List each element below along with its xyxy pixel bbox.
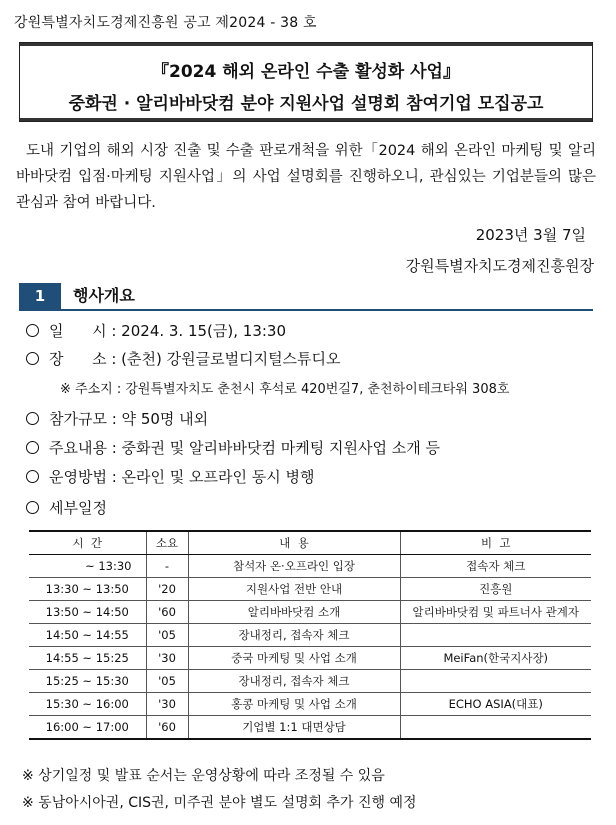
header-duration: 소요 — [146, 531, 188, 555]
cell-remarks — [400, 670, 591, 693]
title-line-2: 중화권 · 알리바바닷컴 분야 지원사업 설명회 참여기업 모집공고 — [68, 94, 544, 114]
cell-duration: '05 — [146, 670, 188, 693]
cell-time: 15:30 ~ 16:00 — [29, 693, 146, 716]
cell-remarks: ECHO ASIA(대표) — [400, 693, 591, 716]
circle-bullet-icon — [26, 324, 39, 337]
table-row — [29, 716, 591, 740]
overview-label: 참가규모 — [49, 410, 107, 428]
cell-time: 13:30 ~ 13:50 — [29, 578, 146, 601]
cell-remarks — [400, 716, 591, 740]
overview-item-date — [26, 320, 286, 341]
cell-remarks: 접속자 체크 — [400, 555, 591, 578]
cell-content: 홍콩 마케팅 및 사업 소개 — [188, 693, 400, 716]
header-remarks: 비 고 — [400, 531, 591, 555]
issuing-organization: 강원특별자치도경제진흥원장 — [405, 257, 594, 275]
cell-content: 장내정리, 접속자 체크 — [188, 670, 400, 693]
circle-bullet-icon — [26, 352, 39, 365]
cell-duration: '60 — [146, 716, 188, 740]
overview-label: 세부일정 — [49, 499, 107, 517]
table-row — [29, 693, 591, 716]
cell-duration: '60 — [146, 601, 188, 624]
overview-item-content — [26, 437, 440, 458]
section-number: 1 — [19, 283, 61, 309]
overview-item-venue — [26, 348, 341, 369]
overview-label: 일 시 — [49, 322, 107, 340]
footnote-schedule-change: ※ 상기일정 및 발표 순서는 운영상황에 따라 조정될 수 있음 — [22, 768, 385, 784]
overview-label: 장 소 — [49, 350, 107, 368]
cell-time: 16:00 ~ 17:00 — [29, 716, 146, 740]
overview-value: : 중화권 및 알리바바닷컴 마케팅 지원사업 소개 등 — [106, 439, 440, 457]
circle-bullet-icon — [26, 441, 39, 454]
overview-item-capacity — [26, 408, 208, 429]
title-box — [19, 42, 593, 122]
overview-value: : 약 50명 내외 — [106, 410, 209, 428]
table-row — [29, 555, 591, 578]
intro-paragraph: 도내 기업의 해외 시장 진출 및 수출 판로개척을 위한「2024 해외 온라인 마케팅 및 알리바바닷컴 입점·마케팅 지원사업」의 사업 설명회를 진행하오니, 관심있는 기업분들의 많은 관심과 참여 바랍니다. — [16, 143, 596, 211]
cell-remarks: 알리바바닷컴 및 파트너사 관계자 — [400, 601, 591, 624]
cell-time: 14:50 ~ 14:55 — [29, 624, 146, 647]
table-row — [29, 601, 591, 624]
cell-remarks: 진흥원 — [400, 578, 591, 601]
table-row — [29, 670, 591, 693]
cell-time: 15:25 ~ 15:30 — [29, 670, 146, 693]
footnote-additional-sessions: ※ 동남아시아권, CIS권, 미주권 분야 별도 설명회 추가 진행 예정 — [22, 795, 417, 811]
address-note: ※ 주소지 : 강원특별자치도 춘천시 후석로 420번길7, 춘천하이테크타워 308호 — [60, 382, 510, 397]
cell-duration: '30 — [146, 647, 188, 670]
cell-time: 14:55 ~ 15:25 — [29, 647, 146, 670]
cell-remarks: MeiFan(한국지사장) — [400, 647, 591, 670]
announcement-number: 강원특별자치도경제진흥원 공고 제2024 - 38 호 — [14, 15, 317, 31]
overview-item-operation — [26, 466, 315, 487]
cell-time: ~ 13:30 — [29, 555, 146, 578]
cell-content: 장내정리, 접속자 체크 — [188, 624, 400, 647]
title-line-1: 『2024 해외 온라인 수출 활성화 사업』 — [152, 62, 460, 82]
cell-content: 지원사업 전반 안내 — [188, 578, 400, 601]
cell-content: 참석자 온·오프라인 입장 — [188, 555, 400, 578]
cell-time: 13:50 ~ 14:50 — [29, 601, 146, 624]
table-row — [29, 578, 591, 601]
section-header — [19, 283, 593, 309]
cell-content: 기업별 1:1 대면상담 — [188, 716, 400, 740]
header-time: 시 간 — [29, 531, 146, 555]
circle-bullet-icon — [26, 501, 39, 514]
overview-value: : 온라인 및 오프라인 동시 병행 — [106, 468, 315, 486]
section-rule — [19, 309, 593, 311]
cell-duration: '30 — [146, 693, 188, 716]
table-row — [29, 624, 591, 647]
schedule-table — [29, 530, 591, 740]
overview-value: : (춘천) 강원글로벌디지털스튜디오 — [106, 350, 341, 368]
cell-duration: '05 — [146, 624, 188, 647]
table-header-row — [29, 531, 591, 555]
cell-content: 알리바바닷컴 소개 — [188, 601, 400, 624]
overview-item-schedule — [26, 497, 107, 518]
header-content: 내 용 — [188, 531, 400, 555]
circle-bullet-icon — [26, 412, 39, 425]
announcement-date: 2023년 3월 7일 — [475, 226, 586, 244]
overview-value: : 2024. 3. 15(금), 13:30 — [106, 322, 287, 340]
table-row — [29, 647, 591, 670]
overview-label: 주요내용 — [49, 439, 107, 457]
cell-duration: - — [146, 555, 188, 578]
section-title: 행사개요 — [73, 286, 135, 305]
overview-label: 운영방법 — [49, 468, 107, 486]
cell-remarks — [400, 624, 591, 647]
cell-content: 중국 마케팅 및 사업 소개 — [188, 647, 400, 670]
circle-bullet-icon — [26, 470, 39, 483]
cell-duration: '20 — [146, 578, 188, 601]
